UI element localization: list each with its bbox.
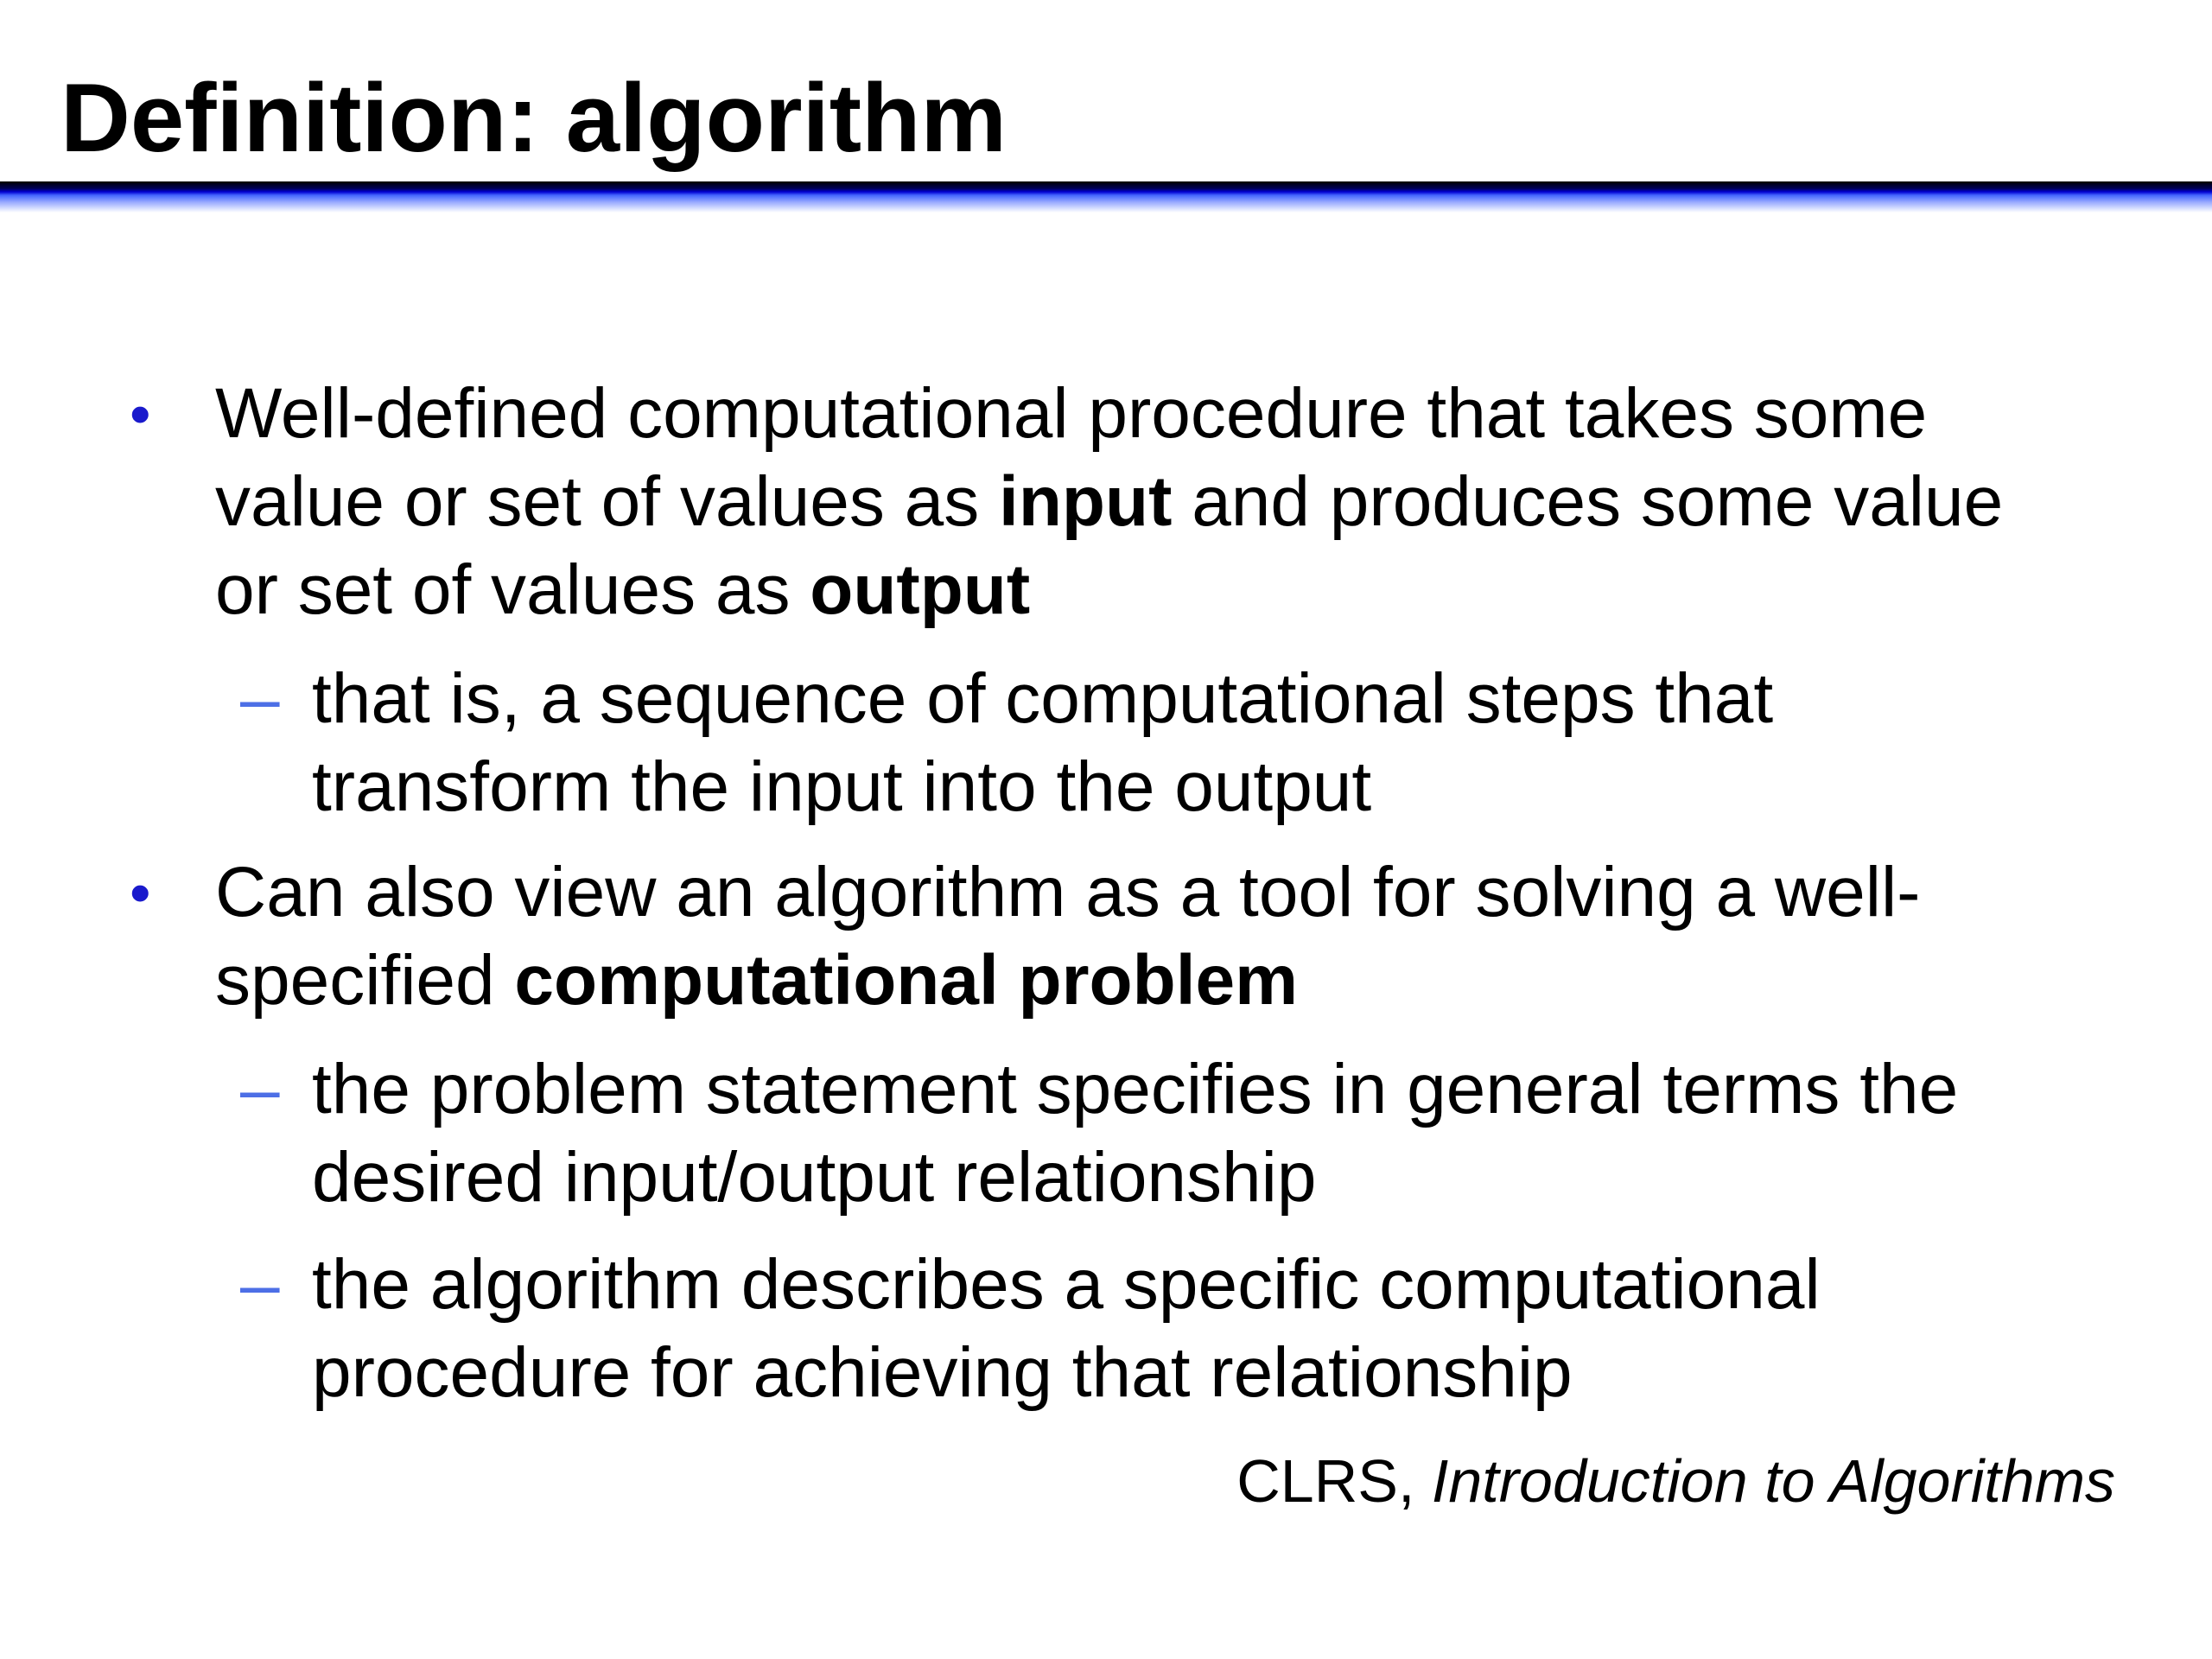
bullet-list	[0, 370, 2212, 1417]
bullet-text-line	[215, 849, 2212, 937]
bullet-text-line	[215, 370, 2212, 458]
text-run: value or set of values as	[215, 462, 1000, 541]
bullet-text-line	[215, 546, 2212, 634]
text-run: or set of values as	[215, 550, 810, 629]
title-underline	[0, 181, 2212, 213]
bullet-item	[0, 370, 2212, 634]
sub-bullet-text-line: the algorithm describes a specific computational	[312, 1245, 1821, 1324]
bullet-icon: •	[130, 859, 151, 926]
dash-icon: –	[240, 1050, 280, 1128]
sub-bullet-text-line: that is, a sequence of computational steps that	[312, 659, 1774, 738]
dash-icon: –	[240, 659, 280, 738]
citation-authors: CLRS,	[1236, 1447, 1432, 1515]
text-run: Well-defined computational procedure that takes some	[215, 374, 1928, 453]
dash-icon: –	[240, 1245, 280, 1324]
sub-bullet-item	[0, 1046, 2212, 1222]
sub-bullet-text-line: procedure for achieving that relationship	[312, 1333, 1573, 1412]
emphasis-output: output	[810, 550, 1031, 629]
bullet-text-line	[215, 458, 2212, 546]
bullet-icon: •	[130, 380, 151, 448]
text-run: Can also view an algorithm as a tool for solving a well-	[215, 853, 1921, 931]
sub-bullet-text-line: desired input/output relationship	[312, 1138, 1317, 1217]
citation-work-title: Introduction to Algorithms	[1431, 1447, 2115, 1515]
sub-bullet-text-line: the problem statement specifies in general terms the	[312, 1050, 1959, 1128]
sub-bullet-item	[0, 1241, 2212, 1417]
slide-title: Definition: algorithm	[60, 64, 1007, 172]
bullet-item	[0, 849, 2212, 1025]
text-run: and produces some value	[1172, 462, 2004, 541]
emphasis-input: input	[999, 462, 1173, 541]
sub-bullet-item	[0, 655, 2212, 831]
bullet-text-line	[215, 937, 2212, 1025]
citation	[1236, 1445, 2115, 1517]
text-run: specified	[215, 941, 515, 1020]
emphasis-computational-problem: computational problem	[514, 941, 1299, 1020]
sub-bullet-text-line: transform the input into the output	[312, 747, 1372, 826]
